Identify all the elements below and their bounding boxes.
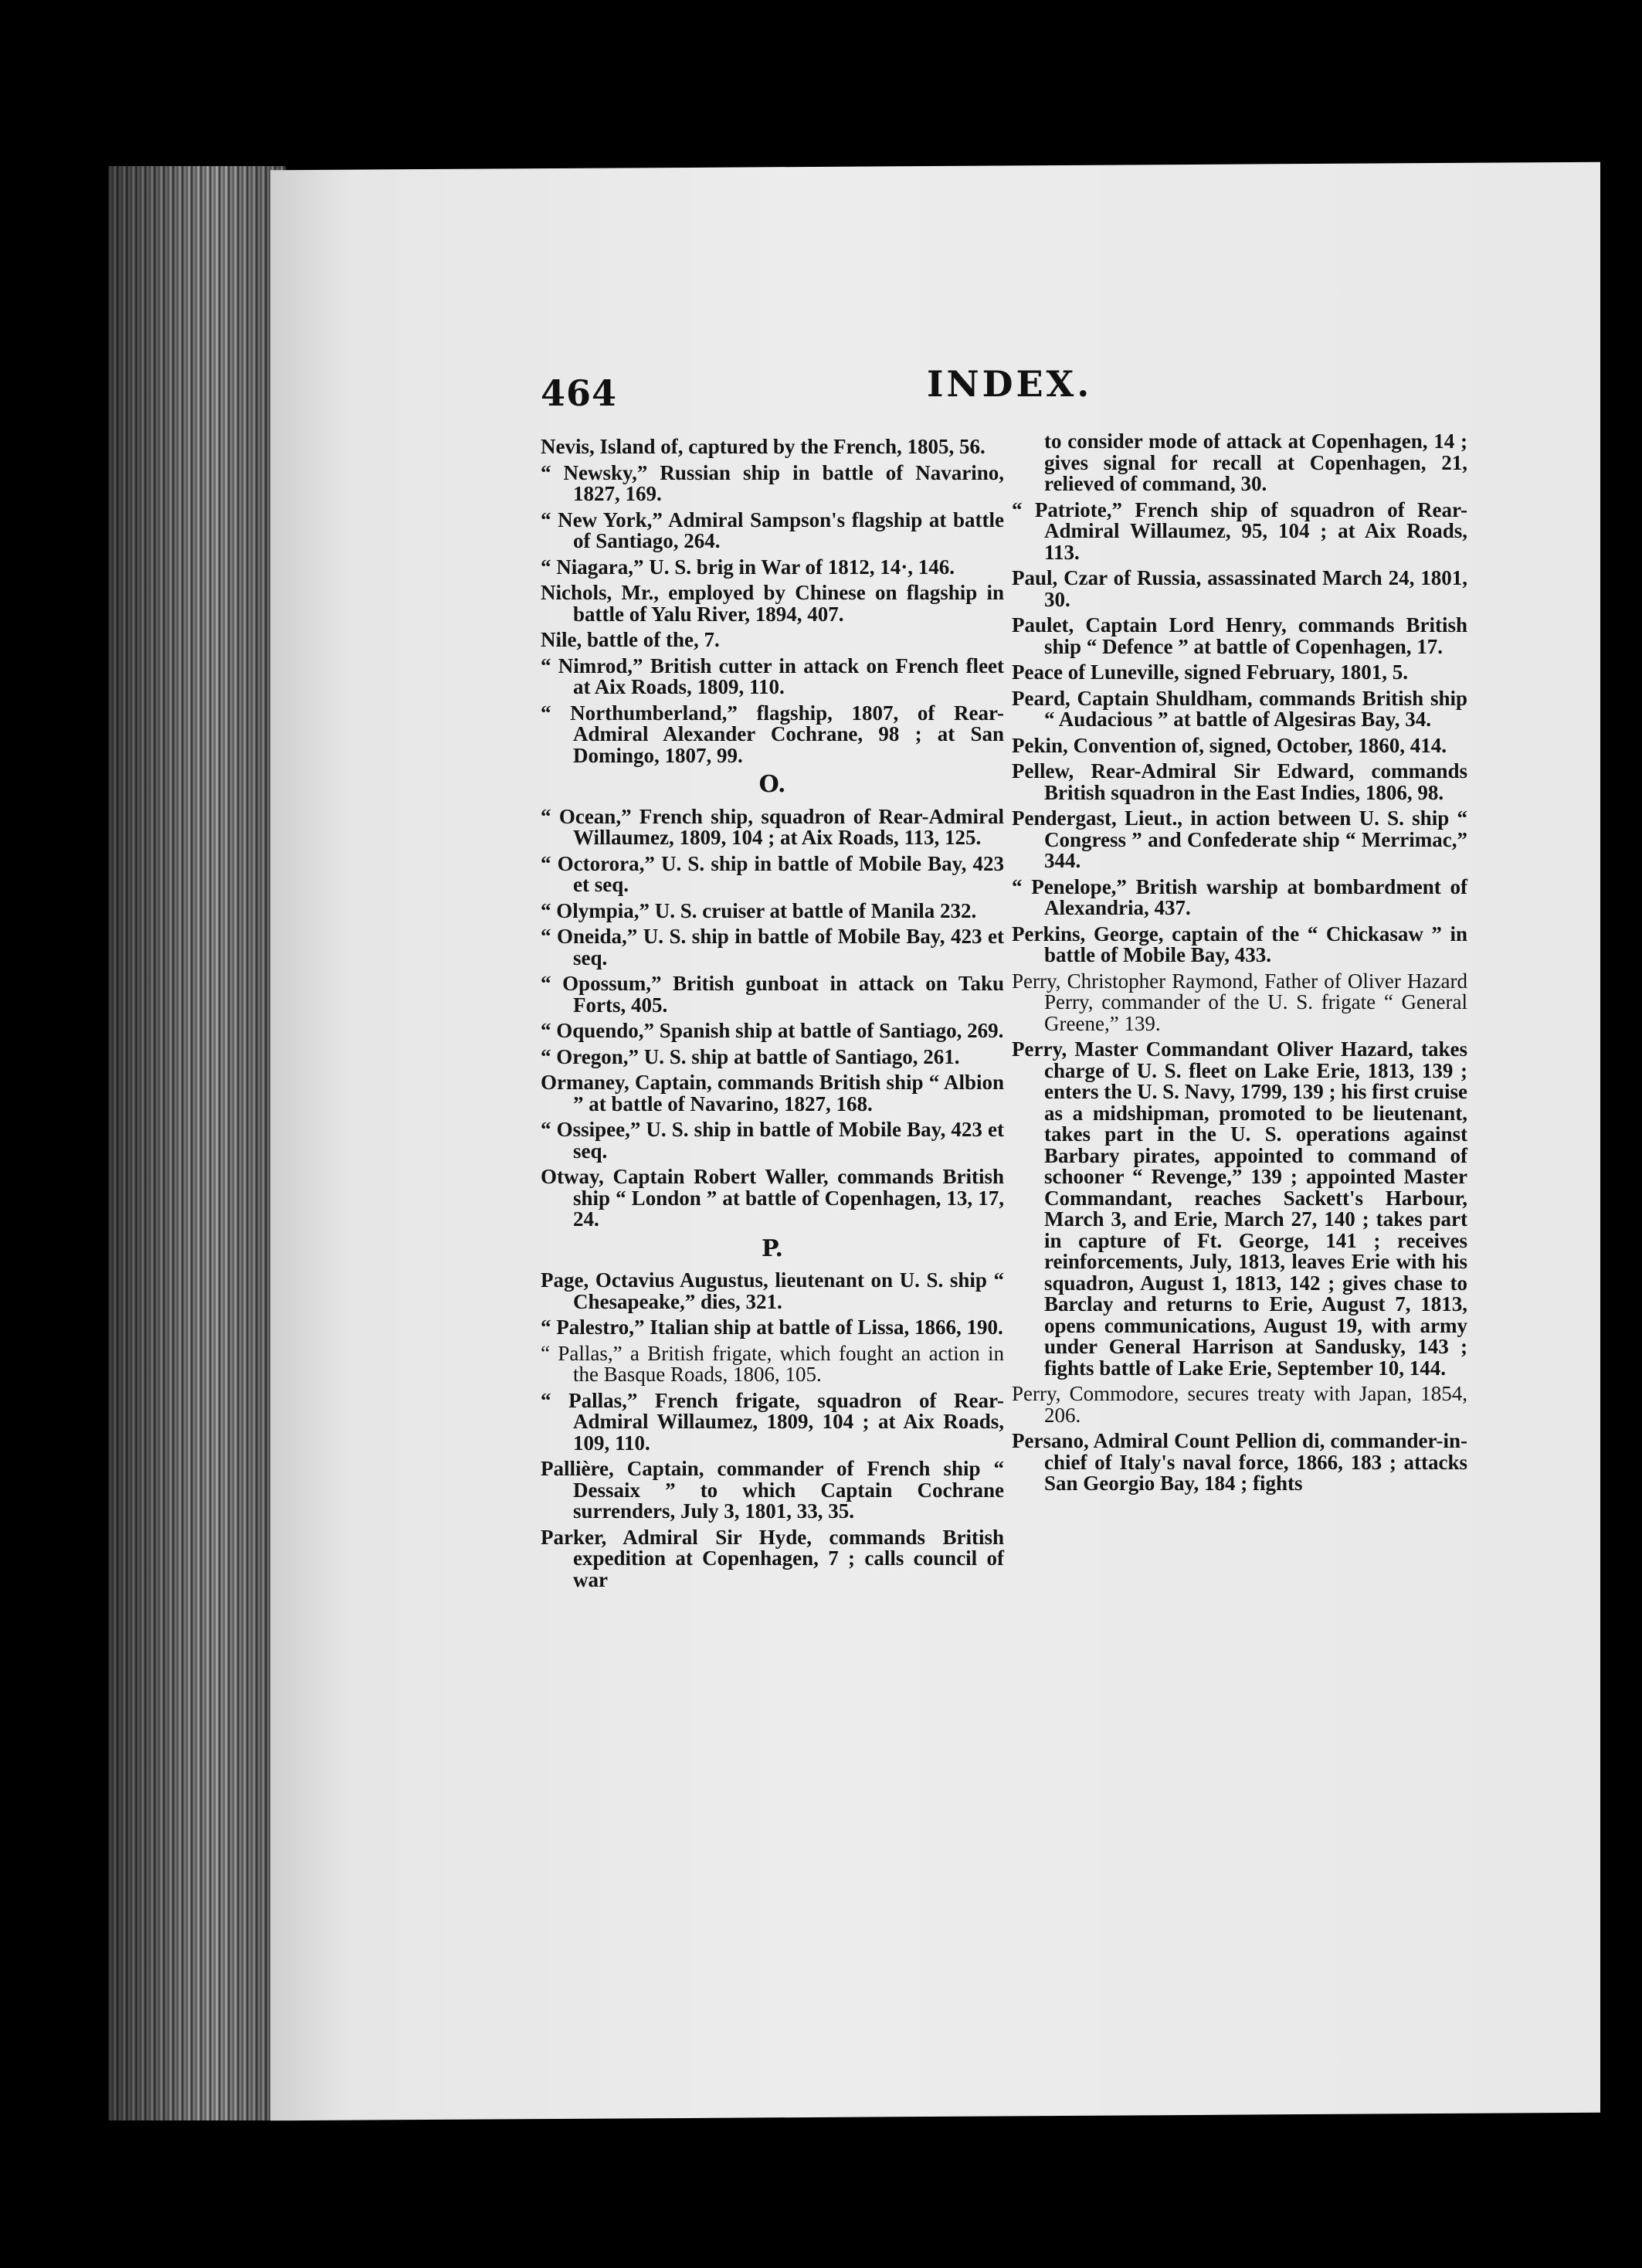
index-entry-continued: to consider mode of attack at Copenhagen, 14 ; gives signal for recall at Copenhagen, 21, relieved of command, 30. (1044, 429, 1467, 495)
index-entry: Perkins, George, captain of the “ Chickasaw ” in battle of Mobile Bay, 433. (1012, 922, 1467, 966)
index-entry: Perry, Commodore, secures treaty with Japan, 1854, 206. (1012, 1382, 1467, 1427)
index-entry: Nevis, Island of, captured by the French, 1805, 56. (541, 435, 986, 458)
page-title: INDEX. (927, 363, 1093, 405)
index-entry: Parker, Admiral Sir Hyde, commands British expedition at Copenhagen, 7 ; calls council of war (541, 1525, 1004, 1591)
index-section-letter: P. (761, 1234, 784, 1262)
index-entry: “ Opossum,” British gunboat in attack on Taku Forts, 405. (541, 972, 1004, 1017)
index-entry: “ Newsky,” Russian ship in battle of Navarino, 1827, 169. (541, 460, 1004, 505)
index-column-left (541, 436, 1004, 1595)
index-entry: Paulet, Captain Lord Henry, commands British ship “ Defence ” at battle of Copenhagen, 17. (1012, 613, 1467, 658)
index-entry: “ Ossipee,” U. S. ship in battle of Mobile Bay, 423 et seq. (541, 1118, 1004, 1163)
index-entry: “ Pallas,” a British frigate, which fought an action in the Basque Roads, 1806, 105. (541, 1341, 1004, 1386)
index-entry: “ Pallas,” French frigate, squadron of Rear-Admiral Willaumez, 1809, 104 ; at Aix Roads, 109, 110. (541, 1388, 1004, 1455)
index-entry: Pendergast, Lieut., in action between U. S. ship “ Congress ” and Confederate ship “ Merrimac,” 344. (1012, 806, 1467, 872)
index-entry: “ Octorora,” U. S. ship in battle of Mobile Bay, 423 et seq. (541, 851, 1004, 896)
index-entry: Perry, Christopher Raymond, Father of Oliver Hazard Perry, commander of the U. S. frigate “ General Greene,” 139. (1012, 969, 1467, 1035)
index-entry: Otway, Captain Robert Waller, commands British ship “ London ” at battle of Copenhagen, 13, 17, 24. (541, 1165, 1004, 1231)
index-entry: “ Niagara,” U. S. brig in War of 1812, 14·, 146. (541, 555, 955, 579)
index-entry: Pekin, Convention of, signed, October, 1860, 414. (1012, 733, 1447, 757)
page-header (541, 363, 1444, 417)
index-entry: “ Penelope,” British warship at bombardment of Alexandria, 437. (1012, 874, 1467, 919)
page-number: 464 (541, 372, 618, 414)
index-entry: “ Ocean,” French ship, squadron of Rear-Admiral Willaumez, 1809, 104 ; at Aix Roads, 113, 125. (541, 804, 1004, 849)
index-entry: “ New York,” Admiral Sampson's flagship at battle of Santiago, 264. (541, 508, 1004, 552)
page-edges-shadow (108, 166, 286, 2120)
index-entry: Peace of Luneville, signed February, 1801, 5. (1012, 660, 1408, 684)
index-entry: Nichols, Mr., employed by Chinese on flagship in battle of Yalu River, 1894, 407. (541, 581, 1004, 626)
index-entry: “ Olympia,” U. S. cruiser at battle of Manila 232. (541, 898, 977, 922)
index-entry: “ Oneida,” U. S. ship in battle of Mobile Bay, 423 et seq. (541, 925, 1004, 969)
index-entry: Ormaney, Captain, commands British ship “ Albion ” at battle of Navarino, 1827, 168. (541, 1071, 1004, 1115)
index-entry: Pallière, Captain, commander of French ship “ Dessaix ” to which Captain Cochrane surrenders, July 3, 1801, 33, 35. (541, 1457, 1004, 1523)
index-entry: “ Nimrod,” British cutter in attack on French fleet at Aix Roads, 1809, 110. (541, 654, 1004, 698)
index-section-letter: O. (758, 771, 786, 798)
index-entry: “ Palestro,” Italian ship at battle of Lissa, 1866, 190. (541, 1316, 1003, 1339)
index-entry: Peard, Captain Shuldham, commands British ship “ Audacious ” at battle of Algesiras Bay, 34. (1012, 686, 1467, 731)
index-column-right (1012, 431, 1467, 1499)
index-entry: Page, Octavius Augustus, lieutenant on U. S. ship “ Chesapeake,” dies, 321. (541, 1268, 1004, 1313)
index-entry: Perry, Master Commandant Oliver Hazard, takes charge of U. S. fleet on Lake Erie, 1813, 139 ; enters the U. S. Navy, 1799, 139 ; his first cruise as a midshipman, promoted to be lieutenant, takes part in the U. S. operations against Barbary pirates, appointed to command of schooner “ Revenge,” 139 ; appointed Master Commandant, reaches Sackett's Harbour, March 3, and Erie, March 27, 140 ; takes part in capture of Ft. George, 141 ; receives reinforcements, July, 1813, leaves Erie with his squadron, August 1, 1813, 142 ; gives chase to Barclay and returns to Erie, August 7, 1813, opens communications, August 19, with army under General Harrison at Sandusky, 143 ; fights battle of Lake Erie, September 10, 144. (1012, 1037, 1467, 1380)
index-entry: “ Oquendo,” Spanish ship at battle of Santiago, 269. (541, 1019, 1004, 1042)
index-entry: “ Oregon,” U. S. ship at battle of Santiago, 261. (541, 1044, 960, 1068)
index-entry: Persano, Admiral Count Pellion di, commander-in-chief of Italy's naval force, 1866, 183 ; attacks San Georgio Bay, 184 ; fights (1012, 1429, 1467, 1495)
index-entry: “ Northumberland,” flagship, 1807, of Rear-Admiral Alexander Cochrane, 98 ; at San Domingo, 1807, 99. (541, 701, 1004, 767)
index-entry: Pellew, Rear-Admiral Sir Edward, commands British squadron in the East Indies, 1806, 98. (1012, 759, 1467, 804)
index-entry: “ Patriote,” French ship of squadron of Rear-Admiral Willaumez, 95, 104 ; at Aix Roads, 113. (1012, 497, 1467, 564)
index-entry: Nile, battle of the, 7. (541, 628, 720, 651)
index-entry: Paul, Czar of Russia, assassinated March 24, 1801, 30. (1012, 566, 1467, 611)
